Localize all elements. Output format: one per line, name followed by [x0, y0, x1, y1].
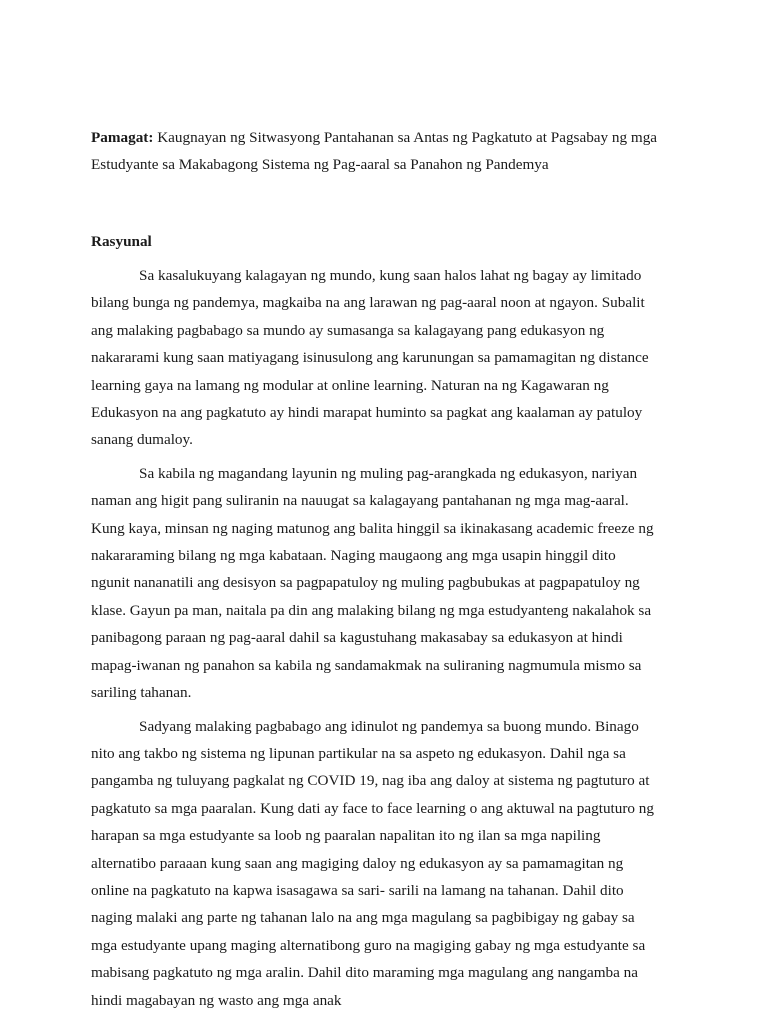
title-text: Kaugnayan ng Sitwasyong Pantahanan sa Antas ng Pagkatuto at Pagsabay ng mga Estudyante sa Makabagong Sistema ng Pag-aaral sa Panahon ng Pandemya	[91, 129, 658, 173]
document-content	[91, 124, 691, 1009]
title-label: Pamagat:	[91, 129, 154, 146]
body-text	[91, 262, 657, 1020]
paragraph-1: Sa kasalukuyang kalagayan ng mundo, kung saan halos lahat ng bagay ay limitado bilang bunga ng pandemya, magkaiba na ang larawan ng pag-aaral noon at ngayon. Subalit ang malaking pagbabago sa mundo ay sumasanga sa kalagayang pang edukasyon ng nakararami kung saan matiyagang isinusulong ang karunungan sa pamamagitan ng distance learning gaya na lamang ng modular at online learning. Naturan na ng Kagawaran ng Edukasyon na ang pagkatuto ay hindi marapat huminto sa pagkat ang kaalaman ay patuloy sanang dumaloy.	[91, 267, 649, 449]
section-heading: Rasyunal	[91, 233, 152, 250]
paragraph-3: Sadyang malaking pagbabago ang idinulot ng pandemya sa buong mundo. Binago nito ang takbo ng sistema ng lipunan partikular na sa aspeto ng edukasyon. Dahil nga sa pangamba ng tuluyang pagkalat ng COVID 19, nag iba ang daloy at sistema ng pagtuturo at pagkatuto sa mga paaralan. Kung dati ay face to face learning o ang aktuwal na pagtuturo ng harapan sa mga estudyante sa loob ng paaralan napalitan ito ng ilan sa mga napiling alternatibo paraaan kung saan ang magiging daloy ng edukasyon ay sa pamamagitan ng online na pagkatuto na kapwa isasagawa sa sari- sarili na lamang na tahanan. Dahil dito naging malaki ang parte ng tahanan lalo na ang mga magulang sa pagbibigay ng gabay sa mga estudyante upang maging alternatibong guro na magiging gabay ng mga estudyante sa mabisang pagkatuto ng mga aralin. Dahil dito maraming mga magulang ang nangamba na hindi magabayan ng wasto ang mga anak	[91, 717, 654, 1009]
title-block	[91, 124, 691, 178]
paragraph-2: Sa kabila ng magandang layunin ng muling pag-arangkada ng edukasyon, nariyan naman ang higit pang suliranin na nauugat sa kalagayang pantahanan ng mga mag-aaral. Kung kaya, minsan ng naging matunog ang balita hinggil sa ikinakasang academic freeze ng nakararaming bilang ng mga kabataan. Naging maugaong ang mga usapin hinggil dito ngunit nananatili ang desisyon sa pagpapatuloy ng muling pagbubukas at pagpapatuloy ng klase. Gayun pa man, naitala pa din ang malaking bilang ng mga estudyanteng nakalahok sa panibagong paraan ng pag-aaral dahil sa kagustuhang makasabay sa edukasyon at hindi mapag-iwanan ng panahon sa kabila ng sandamakmak na suliraning nagmumula mismo sa sariling tahanan.	[91, 464, 654, 702]
